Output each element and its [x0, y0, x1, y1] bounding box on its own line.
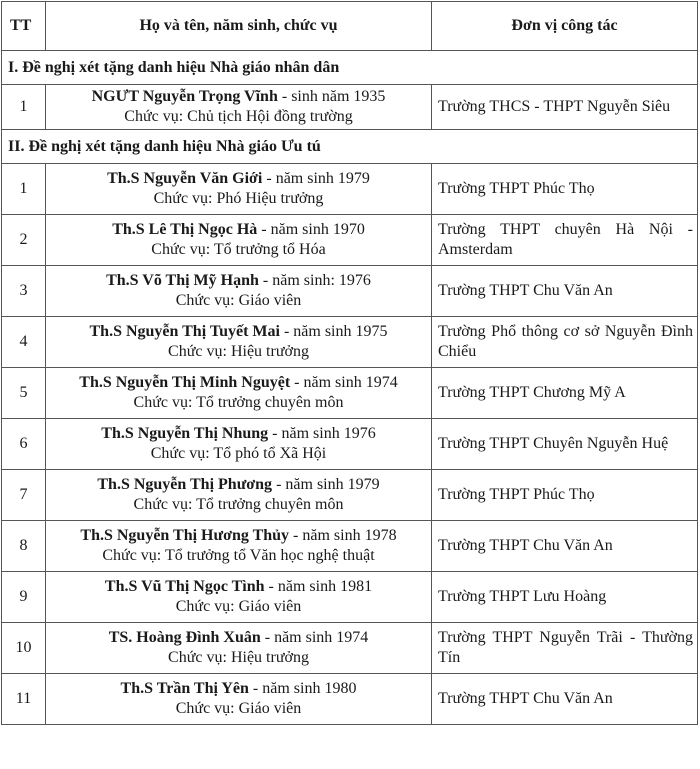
nominee-name: Th.S Nguyễn Thị Nhung: [101, 425, 269, 442]
nominee-birth-year: - sinh năm 1935: [277, 88, 386, 105]
table-row: [2, 470, 698, 521]
work-unit: Trường THPT Chu Văn An: [432, 266, 698, 317]
header-unit: Đơn vị công tác: [432, 2, 698, 51]
table-header-row: [2, 2, 698, 51]
nominee-cell: [46, 419, 432, 470]
nominee-birth-year: - năm sinh 1978: [289, 527, 397, 544]
nominee-cell: [46, 215, 432, 266]
nominee-cell: [46, 674, 432, 725]
nominee-cell: [46, 317, 432, 368]
table-row: [2, 85, 698, 130]
nominee-name: TS. Hoàng Đình Xuân: [108, 629, 261, 646]
nominee-birth-year: - năm sinh 1970: [257, 221, 365, 238]
section-row: [2, 51, 698, 85]
nominee-name: Th.S Nguyễn Thị Hương Thủy: [80, 527, 290, 544]
nominee-cell: [46, 623, 432, 674]
table-row: [2, 164, 698, 215]
nominee-cell: [46, 164, 432, 215]
table-row: [2, 623, 698, 674]
row-number: 1: [2, 164, 46, 215]
nominee-table: [1, 1, 698, 725]
row-number: 5: [2, 368, 46, 419]
nominee-birth-year: - năm sinh 1980: [248, 680, 357, 697]
table-body: [2, 51, 698, 725]
table-row: [2, 317, 698, 368]
row-number: 10: [2, 623, 46, 674]
nominee-name: Th.S Nguyễn Thị Phương: [97, 476, 273, 493]
work-unit: Trường THPT Chu Văn An: [432, 674, 698, 725]
table-row: [2, 215, 698, 266]
row-number: 8: [2, 521, 46, 572]
nominee-name: Th.S Trần Thị Yên: [120, 680, 249, 697]
work-unit: Trường THPT Chu Văn An: [432, 521, 698, 572]
row-number: 6: [2, 419, 46, 470]
row-number: 1: [2, 85, 46, 130]
nominee-cell: [46, 266, 432, 317]
section-title: I. Đề nghị xét tặng danh hiệu Nhà giáo nhân dân: [2, 51, 698, 85]
nominee-cell: [46, 368, 432, 419]
row-number: 9: [2, 572, 46, 623]
nominee-role: Chức vụ: Tổ trưởng chuyên môn: [133, 496, 344, 513]
work-unit: Trường THCS - THPT Nguyễn Siêu: [432, 85, 698, 130]
table-row: [2, 368, 698, 419]
nominee-birth-year: - năm sinh 1976: [268, 425, 376, 442]
work-unit: Trường THPT Phúc Thọ: [432, 470, 698, 521]
nominee-name: Th.S Lê Thị Ngọc Hà: [112, 221, 258, 238]
table-row: [2, 674, 698, 725]
work-unit: Trường THPT Chương Mỹ A: [432, 368, 698, 419]
nominee-birth-year: - năm sinh 1979: [272, 476, 380, 493]
nominee-name: Th.S Nguyễn Thị Tuyết Mai: [89, 323, 280, 340]
nominee-name: NGƯT Nguyễn Trọng Vĩnh: [91, 88, 278, 105]
table-row: [2, 419, 698, 470]
row-number: 7: [2, 470, 46, 521]
section-row: [2, 130, 698, 164]
section-title: II. Đề nghị xét tặng danh hiệu Nhà giáo Ưu tú: [2, 130, 698, 164]
nominee-birth-year: - năm sinh: 1976: [258, 272, 371, 289]
nominee-cell: [46, 521, 432, 572]
nominee-role: Chức vụ: Tổ phó tổ Xã Hội: [150, 445, 327, 462]
row-number: 2: [2, 215, 46, 266]
work-unit: Trường THPT Lưu Hoàng: [432, 572, 698, 623]
nominee-birth-year: - năm sinh 1974: [290, 374, 398, 391]
table-row: [2, 572, 698, 623]
nominee-role: Chức vụ: Giáo viên: [175, 292, 302, 309]
nominee-role: Chức vụ: Tổ trưởng tổ Hóa: [151, 241, 326, 258]
header-tt: TT: [2, 2, 46, 51]
nominee-name: Th.S Nguyễn Văn Giới: [107, 170, 263, 187]
nominee-role: Chức vụ: Giáo viên: [175, 598, 302, 615]
header-name: Họ và tên, năm sinh, chức vụ: [46, 2, 432, 51]
nominee-role: Chức vụ: Hiệu trưởng: [168, 343, 309, 360]
work-unit: Trường THPT chuyên Hà Nội - Amsterdam: [432, 215, 698, 266]
row-number: 4: [2, 317, 46, 368]
row-number: 3: [2, 266, 46, 317]
nominee-cell: [46, 572, 432, 623]
table-row: [2, 266, 698, 317]
nominee-birth-year: - năm sinh 1974: [260, 629, 369, 646]
nominee-birth-year: - năm sinh 1975: [279, 323, 388, 340]
nominee-role: Chức vụ: Hiệu trưởng: [168, 649, 309, 666]
nominee-name: Th.S Võ Thị Mỹ Hạnh: [106, 272, 259, 289]
nominee-role: Chức vụ: Chủ tịch Hội đồng trường: [124, 108, 353, 125]
nominee-name: Th.S Nguyễn Thị Minh Nguyệt: [79, 374, 291, 391]
nominee-role: Chức vụ: Phó Hiệu trưởng: [153, 190, 324, 207]
nominee-role: Chức vụ: Tổ trưởng chuyên môn: [133, 394, 344, 411]
work-unit: Trường THPT Nguyễn Trãi - Thường Tín: [432, 623, 698, 674]
nominee-birth-year: - năm sinh 1979: [262, 170, 370, 187]
work-unit: Trường THPT Phúc Thọ: [432, 164, 698, 215]
nominee-cell: [46, 85, 432, 130]
nominee-birth-year: - năm sinh 1981: [264, 578, 373, 595]
nominee-name: Th.S Vũ Thị Ngọc Tình: [104, 578, 265, 595]
work-unit: Trường THPT Chuyên Nguyễn Huệ: [432, 419, 698, 470]
nominee-role: Chức vụ: Giáo viên: [175, 700, 302, 717]
nominee-cell: [46, 470, 432, 521]
nominee-role: Chức vụ: Tổ trưởng tổ Văn học nghệ thuật: [102, 547, 375, 564]
row-number: 11: [2, 674, 46, 725]
work-unit: Trường Phổ thông cơ sở Nguyễn Đình Chiểu: [432, 317, 698, 368]
table-row: [2, 521, 698, 572]
